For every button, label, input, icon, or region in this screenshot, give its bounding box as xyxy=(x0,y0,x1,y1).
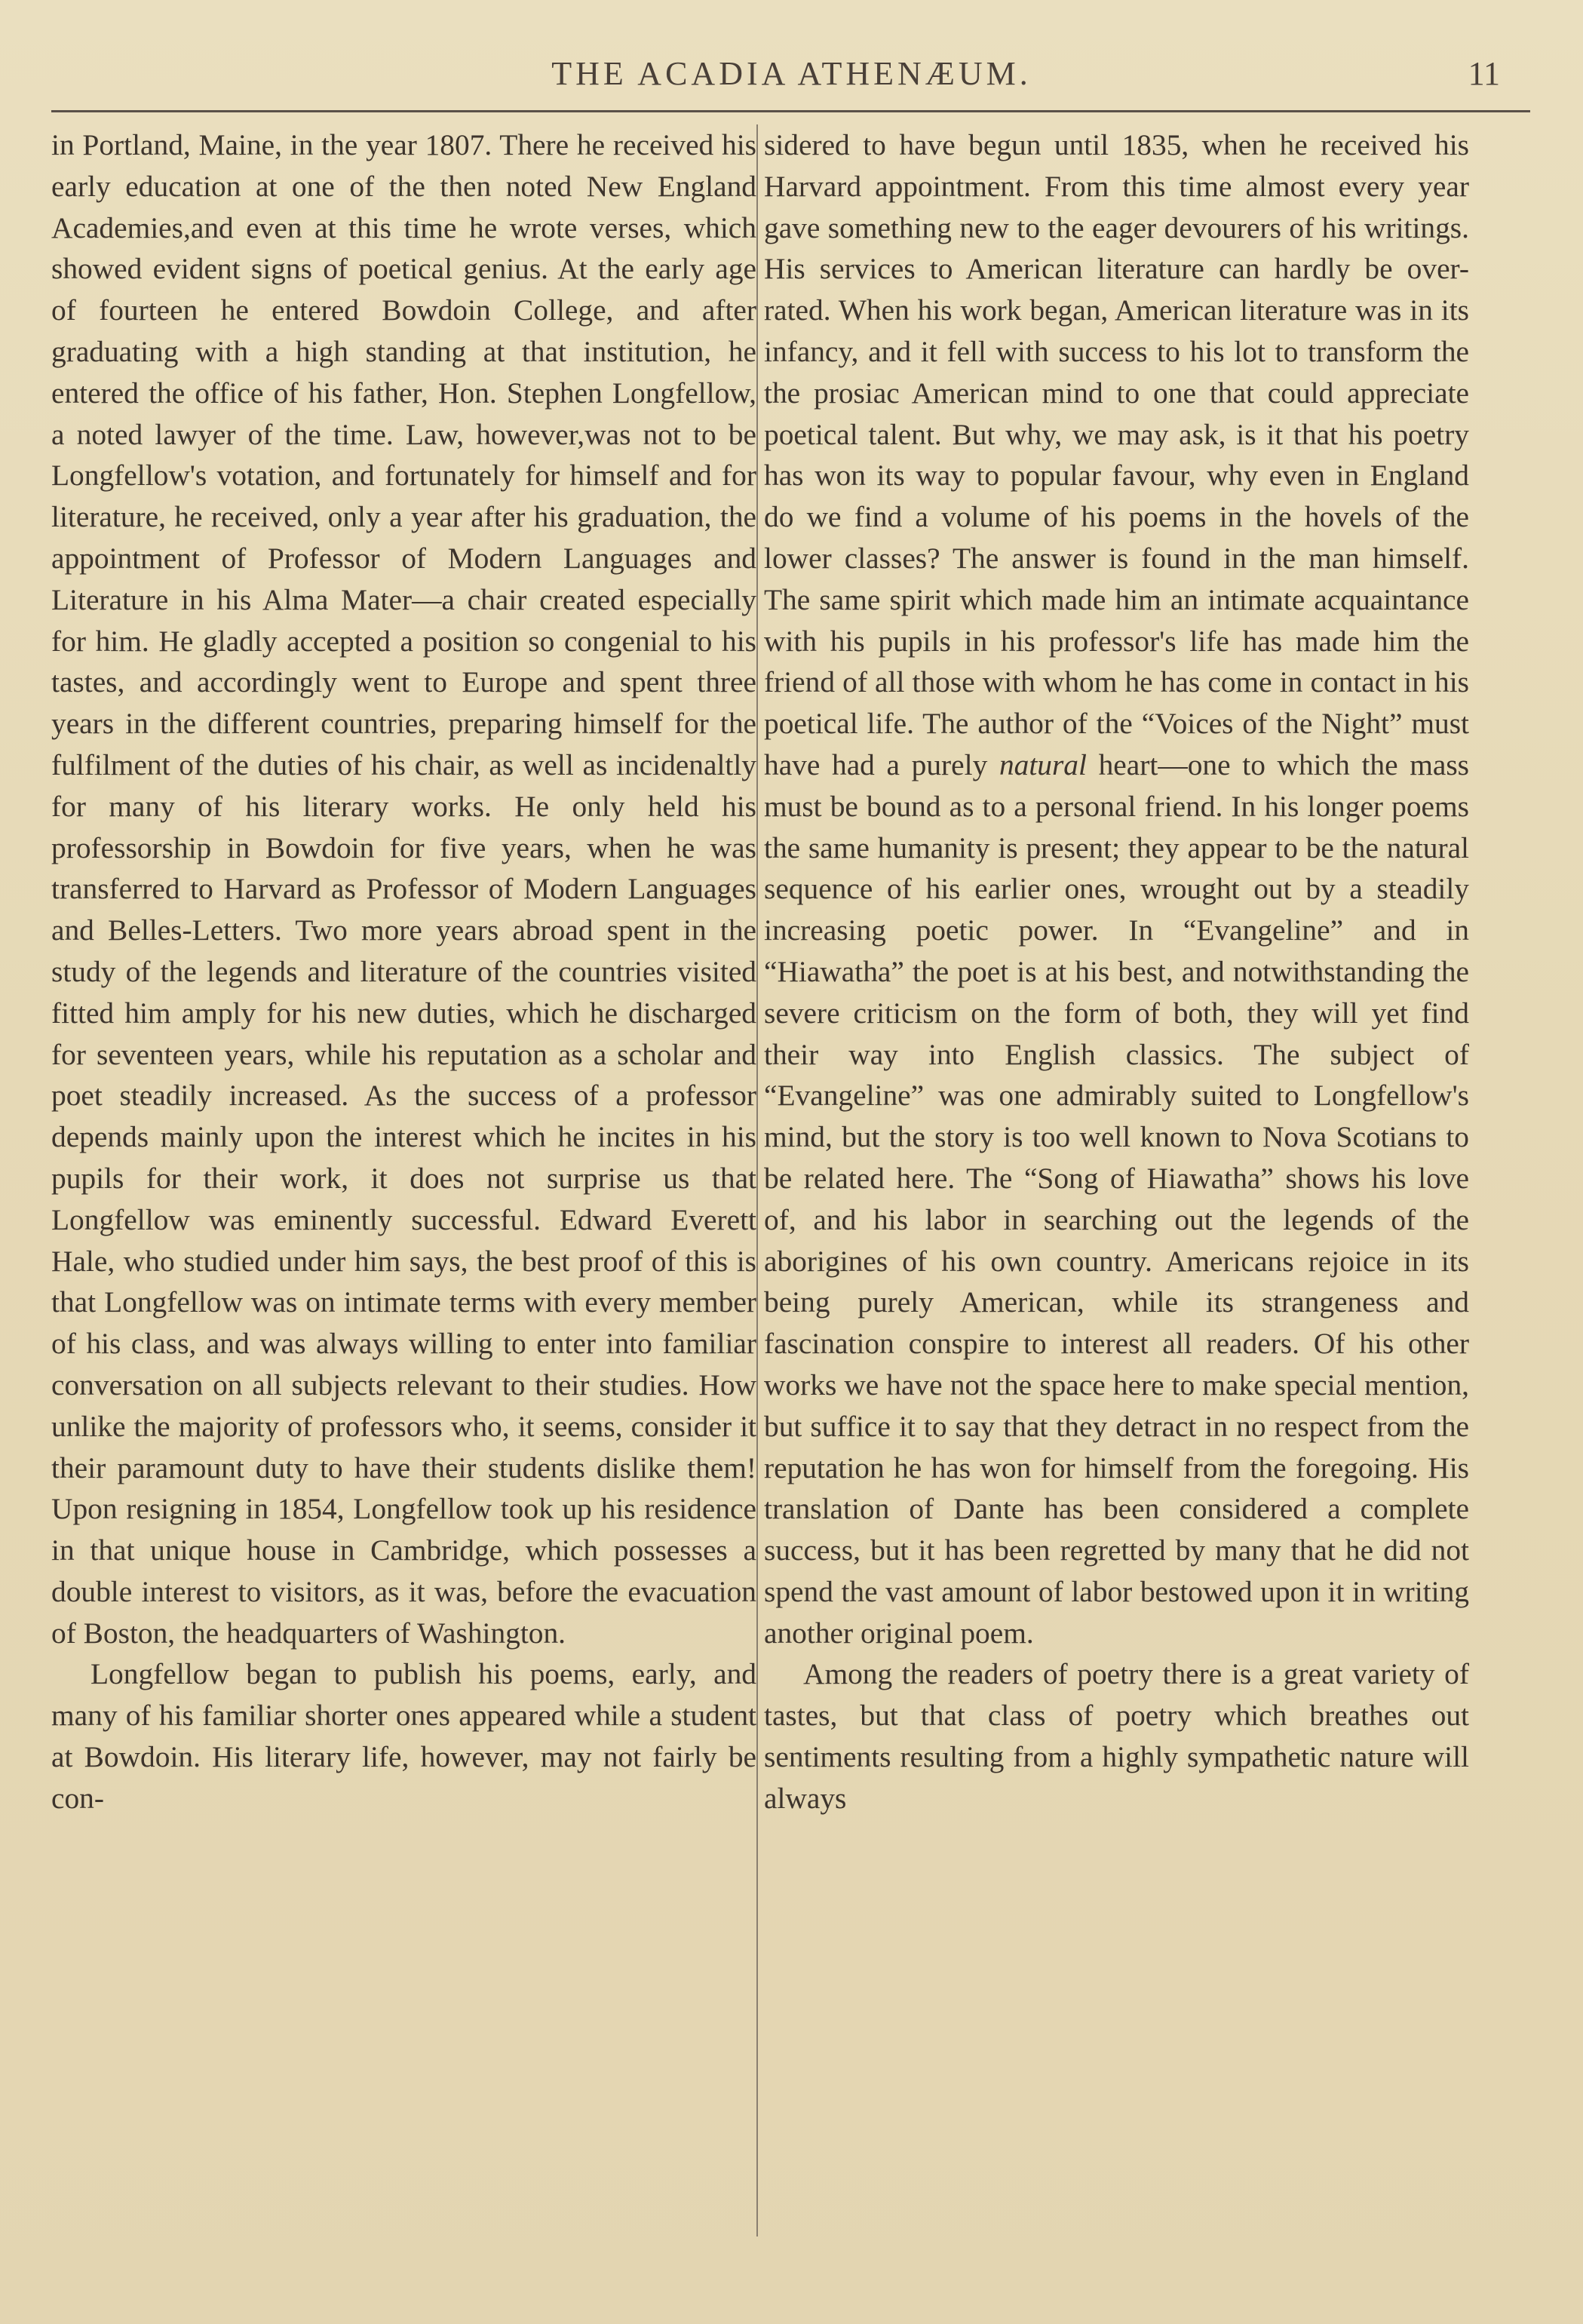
page-number: 11 xyxy=(1468,55,1500,92)
column-divider xyxy=(756,124,758,2237)
italic-word-natural: natural xyxy=(999,748,1087,781)
right-column xyxy=(764,124,1469,1819)
right-paragraph-1-part-a: sidered to have begun until 1835, when he received his Harvard appointment. From this time almost every year gave something new to the eager devourers of his writings. His services to American literature can hardly be over-rated. When his work began, American literature was in its infancy, and it fell with success to his lot to transform the the prosiac American mind to one that could appreciate poetical talent. But why, we may ask, is it that his poetry has won its way to popular favour, why even in England do we find a volume of his poems in the hovels of the lower classes? The answer is found in the man himself. The same spirit which made him an intimate acquaintance with his pupils in his professor's life has made him the friend of all those with whom he has come in contact in his poetical life. The author of the “Voices of the Night” must have had a purely xyxy=(764,128,1469,781)
right-paragraph-1-part-b: heart—one to which the mass must be bound as to a personal friend. In his longer poems the same humanity is present; they appear to be the natural sequence of his earlier ones, wrought out by a steadily increasing poetic power. In “Evangeline” and in “Hiawatha” the poet is at his best, and notwithstanding the severe criticism on the form of both, they will yet find their way into English classics. The subject of “Evangeline” was one admirably suited to Longfellow's mind, but the story is too well known to Nova Scotians to be related here. The “Song of Hiawatha” shows his love of, and his labor in searching out the legends of the aborigines of his own country. Americans rejoice in its being purely American, while its strangeness and fascination conspire to interest all readers. Of his other works we have not the space here to make special mention, but suffice it to say that they detract in no respect from the reputation he has won for himself from the foregoing. His translation of Dante has been considered a complete success, but it has been regretted by many that he did not spend the vast amount of labor bestowed upon it in writing another original poem. xyxy=(764,748,1469,1650)
left-column xyxy=(51,124,756,1819)
header-rule xyxy=(51,110,1530,112)
right-paragraph-2: Among the readers of poetry there is a great variety of tastes, but that class of poetry which breathes out sentiments resulting from a highly sympathetic nature will always xyxy=(764,1657,1469,1815)
left-paragraph-2: Longfellow began to publish his poems, early, and many of his familiar shorter ones appeared while a student at Bowdoin. His literary life, however, may not fairly be con- xyxy=(51,1657,756,1815)
left-paragraph-1: in Portland, Maine, in the year 1807. There he received his early education at one of the then noted New England Academies,and even at this time he wrote verses, which showed evident signs of poetical genius. At the early age of fourteen he entered Bowdoin College, and after graduating with a high standing at that institution, he entered the office of his father, Hon. Stephen Longfellow, a noted lawyer of the time. Law, however,was not to be Longfellow's votation, and fortunately for himself and for literature, he received, only a year after his graduation, the appointment of Professor of Modern Languages and Literature in his Alma Mater—a chair created especially for him. He gladly accepted a position so congenial to his tastes, and accordingly went to Europe and spent three years in the different countries, preparing himself for the fulfilment of the duties of his chair, as well as incidenaltly for many of his literary works. He only held his professorship in Bowdoin for five years, when he was transferred to Harvard as Professor of Modern Languages and Belles-Letters. Two more years abroad spent in the study of the legends and literature of the countries visited fitted him amply for his new duties, which he discharged for seventeen years, while his reputation as a scholar and poet steadily increased. As the success of a professor depends mainly upon the interest which he incites in his pupils for their work, it does not surprise us that Longfellow was eminently successful. Edward Everett Hale, who studied under him says, the best proof of this is that Longfellow was on intimate terms with every member of his class, and was always willing to enter into familiar conversation on all subjects relevant to their studies. How unlike the majority of professors who, it seems, consider it their paramount duty to have their students dislike them! Upon resigning in 1854, Longfellow took up his residence in that unique house in Cambridge, which possesses a double interest to visitors, as it was, before the evacuation of Boston, the headquarters of Washington. xyxy=(51,128,756,1650)
running-title: THE ACADIA ATHENÆUM. xyxy=(551,55,1032,92)
right-paragraph-1 xyxy=(764,124,1469,1653)
running-head xyxy=(53,54,1530,107)
